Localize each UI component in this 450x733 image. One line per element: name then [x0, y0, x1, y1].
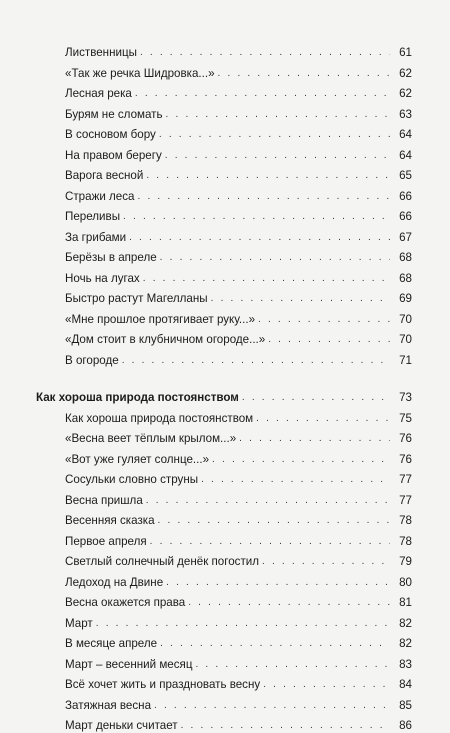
toc-page-number: 86 [399, 719, 412, 732]
toc-page-number: 85 [399, 698, 412, 712]
toc-entry-title: Ночь на лугах [65, 271, 140, 285]
toc-page-number: 69 [399, 292, 412, 305]
toc-entry [65, 695, 412, 713]
dot-leader [143, 272, 390, 286]
toc-entry [65, 633, 412, 651]
toc-entry-title: Март деньки считает [65, 719, 178, 732]
toc-entry-title: В месяце апреле [65, 637, 158, 650]
toc-page-number: 75 [399, 411, 412, 425]
dot-leader [135, 87, 390, 101]
dot-leader [96, 617, 390, 631]
dot-leader [160, 637, 390, 651]
toc-entry [65, 674, 412, 692]
toc-page-number: 62 [399, 66, 412, 80]
toc-entry-title: Ледоход на Двине [65, 575, 164, 589]
dot-leader [181, 719, 390, 733]
toc-entry [65, 165, 412, 183]
toc-entry-title: «Вот уже гуляет солнце...» [65, 452, 210, 466]
toc-entry-title: Март – весенний месяц [65, 657, 193, 671]
toc-entry-title: «Весна веет тёплым крылом...» [65, 432, 237, 445]
toc-entry-title: Лесная река [65, 87, 132, 100]
toc-page-number: 83 [399, 657, 412, 671]
toc-page-number: 61 [399, 46, 412, 59]
dot-leader [129, 231, 390, 245]
toc-page-number: 65 [399, 169, 412, 182]
toc-page-number: 70 [399, 312, 412, 326]
toc-entry [65, 104, 412, 122]
dot-leader [256, 412, 390, 426]
dot-leader [242, 391, 390, 405]
toc-entry [65, 408, 412, 426]
toc-entry-title: «Дом стоит в клубничном огороде...» [65, 333, 266, 346]
toc-entry [65, 268, 412, 286]
toc-entry-title: Варога весной [65, 169, 144, 182]
dot-leader [262, 555, 390, 569]
toc-entry-title: Светлый солнечный денёк погостил [65, 555, 259, 568]
toc-entry-title: Сосульки словно струны [65, 473, 199, 486]
toc-page-number: 80 [399, 575, 412, 589]
toc-entry [65, 309, 412, 327]
toc-page-number: 73 [399, 391, 412, 404]
dot-leader [165, 149, 390, 163]
toc-entry-title: Переливы [65, 210, 121, 223]
toc-page-number: 78 [399, 534, 412, 548]
toc-entry [65, 42, 412, 60]
toc-page-number: 68 [399, 251, 412, 264]
toc-page-number: 66 [399, 210, 412, 223]
toc-entry-title: Как хороша природа постоянством [36, 391, 239, 404]
toc-entry-title: Берёзы в апреле [65, 251, 157, 264]
toc-entry-title: Как хороша природа постоянством [65, 411, 254, 425]
toc-entry-title: Затяжная весна [65, 698, 152, 712]
toc-entry-title: Весна пришла [65, 493, 143, 507]
toc-entry-title: Всё хочет жить и праздновать весну [65, 678, 261, 691]
toc-entry [65, 83, 412, 101]
dot-leader [154, 699, 390, 713]
dot-leader [122, 354, 390, 368]
toc-entry-title: Весна окажется права [65, 596, 186, 609]
toc-page-number: 62 [399, 87, 412, 100]
dot-leader [212, 453, 390, 467]
toc-page-number: 76 [399, 452, 412, 466]
toc-entry-title: За грибами [65, 230, 127, 244]
toc-entry [65, 613, 412, 631]
toc-entry-title: «Так же речка Шидровка...» [65, 66, 215, 80]
toc-entry [65, 428, 412, 446]
dot-leader [218, 67, 390, 81]
toc-entry [65, 186, 412, 204]
dot-leader [166, 576, 390, 590]
toc-entry [65, 124, 412, 142]
toc-entry [65, 592, 412, 610]
toc-page-number: 84 [399, 678, 412, 691]
toc-entry-title: Стражи леса [65, 189, 135, 203]
toc-page-number: 78 [399, 514, 412, 527]
toc-entry [65, 227, 412, 245]
dot-leader [146, 169, 390, 183]
dot-leader [188, 596, 390, 610]
toc-entry [65, 206, 412, 224]
toc-entry [65, 63, 412, 81]
dot-leader [158, 514, 390, 528]
toc-entry [65, 531, 412, 549]
toc-entry-title: Март [65, 616, 93, 630]
toc-page-number: 82 [399, 616, 412, 630]
toc-entry-title: Быстро растут Магелланы [65, 292, 208, 305]
toc-entry [65, 247, 412, 265]
toc-page-number: 81 [399, 596, 412, 609]
dot-leader [150, 535, 390, 549]
dot-leader [159, 128, 390, 142]
toc-section-heading [36, 387, 412, 405]
toc-entry [65, 145, 412, 163]
toc-page-number: 82 [399, 637, 412, 650]
toc-entry [65, 288, 412, 306]
toc-page-number: 77 [399, 473, 412, 486]
toc-page-number: 76 [399, 432, 412, 445]
dot-leader [268, 333, 390, 347]
toc-entry-title: Лиственницы [65, 46, 137, 59]
dot-leader [211, 292, 390, 306]
toc-entry-title: Первое апреля [65, 534, 147, 548]
toc-page-number: 70 [399, 333, 412, 346]
dot-leader [258, 313, 390, 327]
dot-leader [140, 46, 390, 60]
dot-leader [239, 432, 390, 446]
toc-page-number: 77 [399, 493, 412, 507]
dot-leader [146, 494, 390, 508]
toc-page-number: 66 [399, 189, 412, 203]
toc-entry [65, 490, 412, 508]
dot-leader [201, 473, 390, 487]
toc-page-number: 79 [399, 555, 412, 568]
toc-entry-title: В огороде [65, 353, 119, 367]
toc-entry-title: Бурям не сломать [65, 107, 163, 121]
toc-entry-title: На правом берегу [65, 148, 162, 162]
toc-page-number: 71 [399, 353, 412, 367]
dot-leader [195, 658, 390, 672]
dot-leader [166, 108, 390, 122]
dot-leader [263, 678, 390, 692]
toc-entry [65, 469, 412, 487]
toc-page-number: 67 [399, 230, 412, 244]
toc-entry [65, 654, 412, 672]
toc-page-number: 68 [399, 271, 412, 285]
toc-entry-title: Весенняя сказка [65, 514, 155, 527]
dot-leader [138, 190, 391, 204]
toc-entry [65, 551, 412, 569]
dot-leader [160, 251, 390, 265]
toc-entry [65, 510, 412, 528]
toc-entry [65, 449, 412, 467]
toc-entry [65, 329, 412, 347]
toc-entry-title: В сосновом бору [65, 128, 156, 141]
toc-entry [65, 715, 412, 733]
toc-page-number: 63 [399, 107, 412, 121]
toc-entry [65, 572, 412, 590]
toc-entry-title: «Мне прошлое протягивает руку...» [65, 312, 256, 326]
dot-leader [123, 210, 390, 224]
toc-page-number: 64 [399, 148, 412, 162]
toc-entry [65, 350, 412, 368]
toc-page-number: 64 [399, 128, 412, 141]
